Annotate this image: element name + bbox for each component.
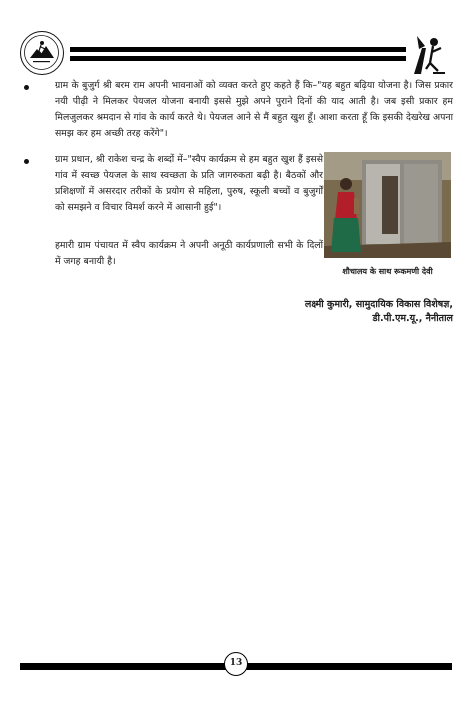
organization-logo-right [407,30,449,76]
header-rule-top [70,47,406,52]
author-office: डी.पी.एम.यू., नैनीताल [372,313,453,324]
figure-with-flag-icon [407,30,449,76]
bullet-point [24,85,29,90]
header-rule-bottom [70,56,406,61]
page-number: 13 [224,652,248,676]
author-name-title: लक्ष्मी कुमारी, सामुदायिक विकास विशेषज्ञ, [304,299,453,310]
bullet-point [24,159,29,164]
author-signature [305,298,453,326]
toilet-photo [324,152,451,258]
quote-paragraph-pradhan: ग्राम प्रधान, श्री राकेश चन्द्र के शब्दों में–"स्वैप कार्यक्रम से हम बहुत खुश हैं इससे गांव में स्वच्छ पेयजल के साथ स्वच्छता के प्रति जागरुकता बढ़ी है। बैठकों और प्रशिक्षणों में असरदार तरीकों के प्रयोग से महिला, पुरुष, स्कूली बच्चों व बुजुर्गों को समझने व विचार विमर्श करने में आसानी हुई"। [55,154,323,213]
quote-paragraph-elder: ग्राम के बुजुर्ग श्री बरम राम अपनी भावनाओं को व्यक्त करते हुए कहते हैं कि–"यह बहुत बढ़िया योजना है। जिस प्रकार नयी पीढ़ी ने मिलकर पेयजल योजना बनायी इससे मुझे अपने पुराने दिनों की याद आती है। जब इसी प्रकार हम मिलजुलकर श्रमदान से गांव के कार्य करते थे। पेयजल आने से मैं बहुत खुश हूँ। आशा करता हूँ कि इसकी देखरेख अपना समझ कर हम अच्छी तरह करेंगे"। [55,80,453,139]
photo-caption: शौचालय के साथ रूकमणी देवी [342,267,433,276]
woman-beside-toilet-image [324,152,451,258]
organization-logo-left [20,31,64,75]
mountain-figure-icon [21,32,62,73]
closing-paragraph: हमारी ग्राम पंचायत में स्वैप कार्यक्रम ने अपनी अनूठी कार्यप्रणाली सभी के दिलों में जगह बनायी है। [55,240,323,267]
